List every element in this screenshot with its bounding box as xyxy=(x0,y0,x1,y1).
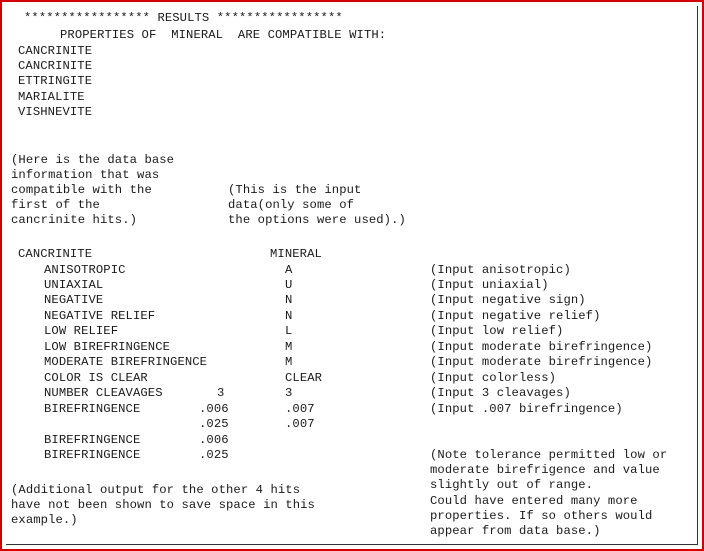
row-note: (Input colorless) xyxy=(430,371,557,385)
note-line: properties. If so others would xyxy=(430,509,653,523)
database-value: .025 xyxy=(199,417,229,431)
database-value: 3 xyxy=(217,386,225,400)
database-value: .006 xyxy=(199,433,229,447)
note-line: cancrinite hits.) xyxy=(11,213,138,227)
input-value: CLEAR xyxy=(285,371,323,385)
database-value: .025 xyxy=(199,448,229,462)
note-line: Could have entered many more xyxy=(430,494,638,508)
property-label: NUMBER CLEAVAGES xyxy=(44,386,163,400)
property-label: UNIAXIAL xyxy=(44,278,104,292)
note-line: appear from data base.) xyxy=(430,524,601,538)
row-note: (Input moderate birefringence) xyxy=(430,340,653,354)
input-value: .007 xyxy=(285,402,315,416)
hit-item: MARIALITE xyxy=(18,90,85,104)
row-note: (Input anisotropic) xyxy=(430,263,571,277)
results-banner: ***************** RESULTS ***************** xyxy=(24,11,343,25)
property-label: COLOR IS CLEAR xyxy=(44,371,148,385)
note-line: first of the xyxy=(11,198,100,212)
note-line: have not been shown to save space in this xyxy=(11,498,315,512)
row-note: (Input negative relief) xyxy=(430,309,601,323)
note-line: example.) xyxy=(11,513,78,527)
input-value: N xyxy=(285,293,293,307)
note-line: data(only some of xyxy=(228,198,355,212)
property-label: NEGATIVE xyxy=(44,293,104,307)
input-value: L xyxy=(285,324,293,338)
note-line: (Here is the data base xyxy=(11,153,175,167)
property-label: MODERATE BIREFRINGENCE xyxy=(44,355,208,369)
property-label: LOW BIREFRINGENCE xyxy=(44,340,171,354)
hit-item: CANCRINITE xyxy=(18,59,93,73)
row-note: (Input .007 birefringence) xyxy=(430,402,623,416)
properties-heading: PROPERTIES OF MINERAL ARE COMPATIBLE WITH: xyxy=(60,28,387,42)
input-value: A xyxy=(285,263,293,277)
hit-item: ETTRINGITE xyxy=(18,74,93,88)
property-label: ANISOTROPIC xyxy=(44,263,126,277)
column-header-input: MINERAL xyxy=(270,247,322,261)
input-value: U xyxy=(285,278,293,292)
input-value: M xyxy=(285,355,293,369)
hit-item: VISHNEVITE xyxy=(18,105,93,119)
column-header-database: CANCRINITE xyxy=(18,247,93,261)
property-label: BIREFRINGENCE xyxy=(44,402,141,416)
input-value: N xyxy=(285,309,293,323)
input-value: .007 xyxy=(285,417,315,431)
row-note: (Input 3 cleavages) xyxy=(430,386,571,400)
database-value: .006 xyxy=(199,402,229,416)
hit-item: CANCRINITE xyxy=(18,44,93,58)
note-line: moderate birefrigence and value xyxy=(430,463,660,477)
note-line: (Note tolerance permitted low or xyxy=(430,448,668,462)
note-line: (Additional output for the other 4 hits xyxy=(11,483,301,497)
property-label: BIREFRINGENCE xyxy=(44,448,141,462)
row-note: (Input low relief) xyxy=(430,324,564,338)
row-note: (Input negative sign) xyxy=(430,293,586,307)
property-label: LOW RELIEF xyxy=(44,324,119,338)
note-line: (This is the input xyxy=(228,183,362,197)
input-value: M xyxy=(285,340,293,354)
property-label: NEGATIVE RELIEF xyxy=(44,309,156,323)
row-note: (Input moderate birefringence) xyxy=(430,355,653,369)
note-line: compatible with the xyxy=(11,183,152,197)
row-note: (Input uniaxial) xyxy=(430,278,549,292)
note-line: information that was xyxy=(11,168,160,182)
note-line: slightly out of range. xyxy=(430,478,594,492)
note-line: the options were used).) xyxy=(228,213,406,227)
property-label: BIREFRINGENCE xyxy=(44,433,141,447)
input-value: 3 xyxy=(285,386,293,400)
